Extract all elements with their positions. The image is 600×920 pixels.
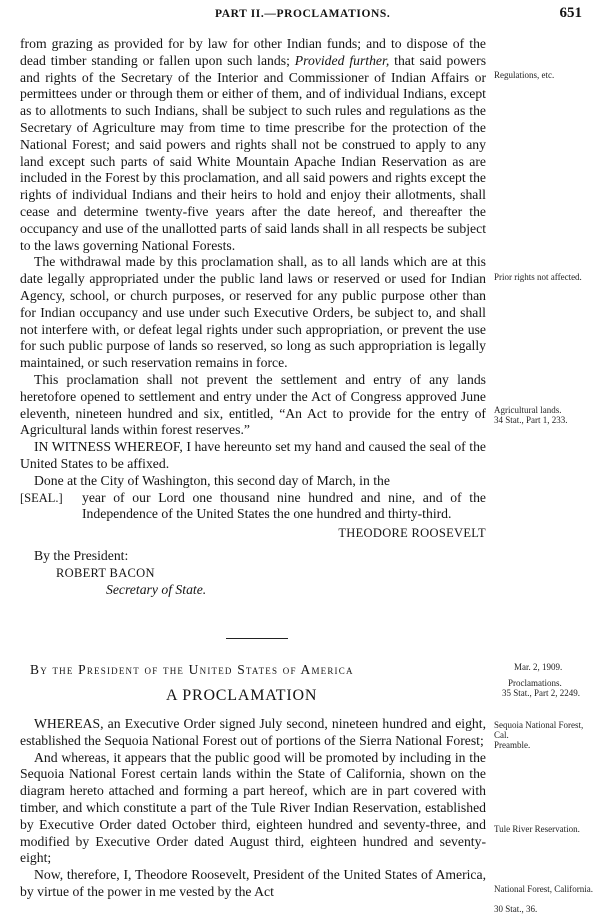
second-title: A PROCLAMATION	[166, 687, 318, 704]
paragraph-done-rest: year of our Lord one thousand nine hundred and nine, and of the Independence of the United States the one hundred and thirty-third.	[82, 489, 486, 522]
margin-note-agricultural: Agricultural lands.	[494, 405, 562, 415]
signature: THEODORE ROOSEVELT	[338, 526, 486, 541]
signer-name: ROBERT BACON	[56, 565, 155, 580]
by-president: By the President:	[34, 547, 129, 563]
seal-label: [SEAL.]	[20, 490, 63, 505]
second-proclamation-body	[20, 716, 486, 901]
proclamation-body	[20, 36, 486, 598]
margin-note-national-forest: National Forest, California.	[494, 884, 593, 894]
paragraph-and-whereas: And whereas, it appears that the public good will be promoted by including in the Sequoia National Forest certain lands within the State of California, shown on the diagram hereto attached and forming a part hereof, which are in part covered with timber, and which constitute a part of the Tule River Indian Reservation, established by Executive Order dated October third, eighteen hundred and seventy-three, and modified by Executive Order dated August third, eighteen hundred and seventy-eight;	[20, 749, 486, 866]
section-divider	[226, 638, 288, 639]
signer-title: Secretary of State.	[106, 581, 207, 597]
margin-note-proclamations: Proclamations.	[508, 678, 562, 688]
margin-note-proclamations-ref: 35 Stat., Part 2, 2249.	[502, 688, 580, 698]
running-title: PART II.—PROCLAMATIONS.	[215, 8, 391, 20]
paragraph-powers: from grazing as provided for by law for other Indian funds; and to dispose of the dead timber standing or fallen upon such lands; Provided further, that said powers and rights of the Secretary of the Interior and Commissioner of Indian Affairs or permittees under or through them or either of them, and of individual Indians, except as to allotments to such Indians, shall be subject to such rules and regulations as the Secretary of Agriculture may from time to time prescribe for the protection of the National Forest; and said powers and rights shall not be construed to apply to any land except such parts of said White Mountain Apache Indian Reservation as are included in the Forest by this proclamation, and all said powers and rights except the rights of individual Indians and their heirs to hold and enjoy their allotments, shall cease and determine twenty-five years after the date hereof, and thereafter the occupancy and use of the unallotted parts of said lands shall in all respects be subject to the laws governing National Forests.	[20, 36, 487, 253]
paragraph-whereas: WHEREAS, an Executive Order signed July second, nineteen hundred and eight, established the Sequoia National Forest out of portions of the Sierra National Forest;	[20, 716, 486, 748]
proviso-term: Provided further,	[294, 52, 390, 68]
paragraph-now-therefore: Now, therefore, I, Theodore Roosevelt, President of the United States of America, by virtue of the power in me vested by the Act	[20, 867, 486, 899]
margin-note-tule: Tule River Reservation.	[494, 824, 580, 834]
page-number: 651	[559, 5, 582, 21]
margin-note-national-forest-ref: 30 Stat., 36.	[494, 904, 538, 914]
paragraph-witness: IN WITNESS WHEREOF, I have hereunto set my hand and caused the seal of the United States to be affixed.	[20, 439, 486, 471]
page-header	[0, 5, 600, 27]
margin-note-preamble: Preamble.	[494, 740, 531, 750]
seal-block	[20, 490, 486, 524]
margin-note-regulations: Regulations, etc.	[494, 70, 555, 80]
margin-note-agricultural-ref: 34 Stat., Part 1, 233.	[494, 415, 568, 425]
second-byline: By the President of the United States of America	[30, 662, 354, 677]
margin-note-date: Mar. 2, 1909.	[514, 662, 563, 672]
paragraph-withdrawal: The withdrawal made by this proclamation shall, as to all lands which are at this date legally appropriated under the public land laws or reserved or used for Indian Agency, school, or church purposes, or reserved for any public purpose other than for Indian occupancy and use under such Executive Orders, be subject to, and shall not interfere with, or defeat legal rights under such appropriation, or prevent the use for such public purpose of lands so reserved, so long as such appropriation is legally maintained, or such reservation remains in force.	[20, 254, 486, 371]
margin-note-prior-rights: Prior rights not affected.	[494, 272, 582, 282]
margin-note-sequoia: Sequoia National Forest, Cal.	[494, 720, 584, 740]
paragraph-settlement: This proclamation shall not prevent the settlement and entry of any lands heretofore opened to settlement and entry under the Act of Congress approved June eleventh, nineteen hundred and six, entitled, “An Act to provide for the entry of Agricultural lands within forest reserves.”	[20, 371, 486, 438]
paragraph-done-first: Done at the City of Washington, this second day of March, in the	[34, 472, 390, 488]
